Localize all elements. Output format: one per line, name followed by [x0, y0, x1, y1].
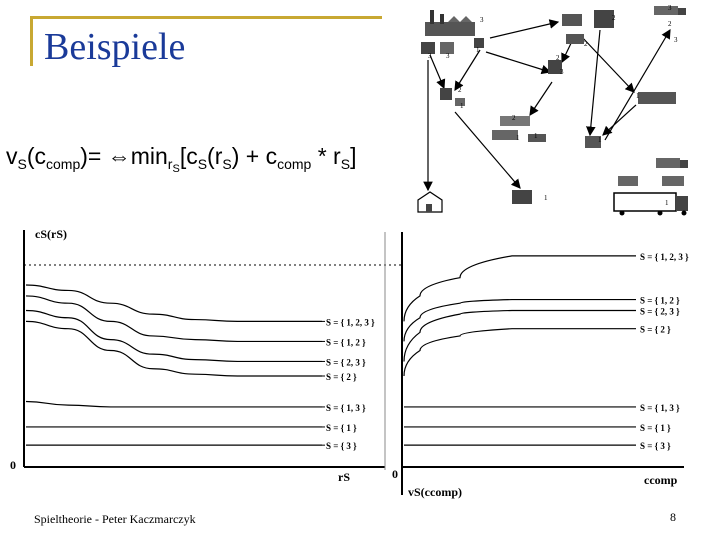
right-series-labels: [640, 252, 689, 451]
right-x-axis-label: ccomp: [644, 473, 678, 487]
svg-text:3: 3: [446, 52, 450, 60]
page-number: 8: [670, 510, 676, 524]
equivalence-arrow-icon: ⇔: [107, 143, 131, 169]
right-series-label: S = { 1, 2, 3 }: [640, 251, 689, 262]
svg-text:3: 3: [668, 4, 672, 12]
svg-text:3: 3: [560, 68, 564, 76]
svg-text:1: 1: [544, 194, 548, 202]
left-series-label: S = { 1 }: [326, 422, 357, 433]
left-series-label: S = { 2, 3 }: [326, 357, 366, 368]
right-series-label: S = { 2 }: [640, 324, 671, 335]
svg-text:1: 1: [636, 92, 640, 100]
svg-text:1: 1: [598, 136, 602, 144]
left-origin-label: 0: [10, 458, 16, 472]
left-series-labels: [326, 317, 375, 451]
svg-text:1: 1: [516, 134, 520, 142]
right-series-line: [404, 310, 636, 361]
right-series-line: [404, 300, 636, 342]
footer-text: Spieltheorie - Peter Kaczmarczyk: [34, 512, 196, 526]
svg-text:2: 2: [584, 40, 588, 48]
svg-text:2: 2: [612, 14, 616, 22]
right-origin-label: 0: [392, 467, 398, 481]
right-series-label: S = { 2, 3 }: [640, 306, 680, 317]
svg-text:3: 3: [428, 52, 432, 60]
svg-text:1: 1: [665, 199, 669, 207]
svg-text:1: 1: [534, 132, 538, 140]
svg-text:3: 3: [674, 36, 678, 44]
left-series-label: S = { 3 }: [326, 441, 357, 452]
left-series-label: S = { 2 }: [326, 372, 357, 382]
left-series-line: [26, 296, 322, 342]
svg-text:1: 1: [476, 46, 480, 54]
left-series-group: [26, 285, 325, 445]
right-series-label: S = { 1 }: [640, 422, 671, 433]
svg-text:2: 2: [556, 54, 560, 62]
left-series-line: [26, 310, 322, 361]
svg-text:2: 2: [458, 86, 462, 94]
left-series-label: S = { 1, 2, 3 }: [326, 317, 375, 328]
left-x-axis-label: rS: [338, 470, 350, 484]
right-series-label: S = { 1, 2 }: [640, 295, 680, 306]
right-chart-axes: [402, 232, 684, 495]
svg-text:1: 1: [460, 102, 464, 110]
right-series-line: [404, 256, 636, 322]
svg-text:3: 3: [480, 16, 484, 24]
svg-text:2: 2: [668, 20, 672, 28]
right-series-label: S = { 3 }: [640, 441, 671, 452]
svg-text:2: 2: [512, 114, 516, 122]
right-series-line: [404, 329, 636, 376]
left-y-axis-label: cS(rS): [35, 227, 67, 241]
right-series-label: S = { 1, 3 }: [640, 402, 680, 413]
slide-title: Beispiele: [44, 26, 186, 68]
right-y-axis-label: vS(ccomp): [408, 485, 462, 499]
left-series-label: S = { 1, 2 }: [326, 337, 366, 348]
right-series-group: [404, 256, 636, 445]
left-series-line: [26, 401, 322, 406]
left-series-line: [26, 321, 322, 376]
formula: $v_S(c_{comp})=$ $\Leftrightarrow\min_{r_S}[c_S(r_S) + c_{comp} * r_S]$: [6, 143, 357, 175]
left-series-label: S = { 1, 3 }: [326, 402, 366, 413]
